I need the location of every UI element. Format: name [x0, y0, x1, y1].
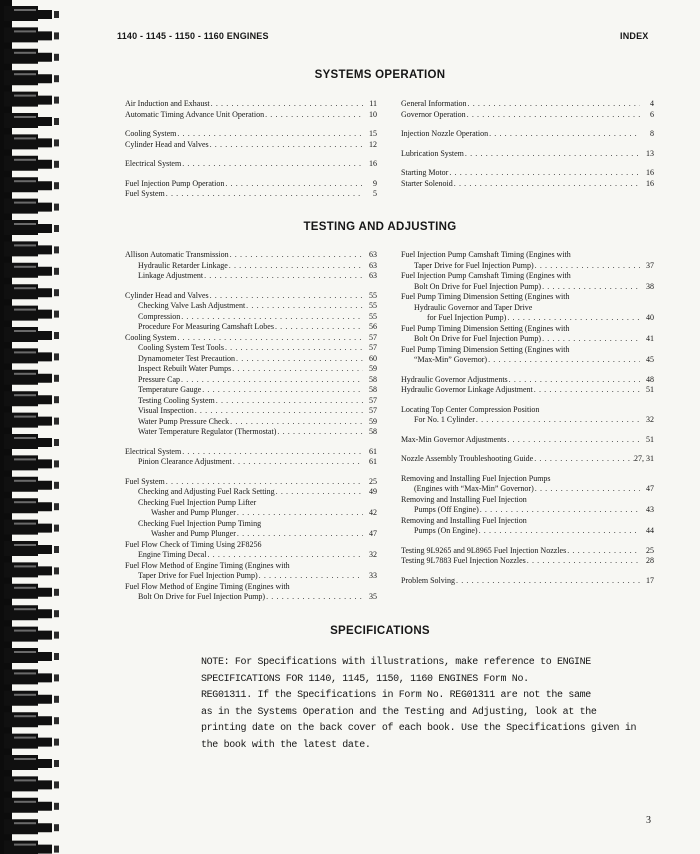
index-entry: [125, 312, 377, 323]
index-entry: [401, 292, 654, 303]
index-entry: [125, 571, 377, 582]
index-entry: [125, 406, 377, 417]
index-entry: [125, 487, 377, 498]
index-entry-title: Fuel Flow Method of Engine Timing (Engines with: [125, 581, 290, 591]
index-entry-page: 10: [369, 109, 377, 119]
index-entry: [125, 427, 377, 438]
index-entry-page: 47: [646, 484, 654, 493]
index-entry-page: 4: [650, 99, 654, 108]
index-entry-page: 25: [369, 476, 377, 486]
index-entry-page: 5: [373, 189, 377, 198]
dot-leader: [534, 261, 640, 272]
index-entry-page: 27, 31: [634, 454, 654, 463]
index-entry-page: 58: [369, 427, 377, 436]
dot-leader: [453, 179, 640, 190]
index-entry: [401, 505, 654, 516]
dot-leader: [541, 334, 640, 345]
index-entry: [125, 592, 377, 603]
dot-leader: [478, 526, 640, 537]
dot-leader: [533, 454, 634, 465]
index-entry-title: Locating Top Center Compression Position: [401, 404, 540, 414]
dot-leader: [203, 271, 363, 282]
index-entry: [401, 303, 654, 314]
index-entry: [125, 179, 377, 190]
index-entry: [125, 364, 377, 375]
index-entry-page: 55: [369, 290, 377, 300]
note-line: NOTE: For Specifications with illustrations, make reference to ENGINE: [201, 657, 591, 668]
index-entry: [125, 375, 377, 386]
index-entry-page: 28: [646, 556, 654, 565]
dot-leader: [229, 417, 363, 428]
index-entry: [125, 261, 377, 272]
index-entry-page: 13: [646, 148, 654, 158]
dot-leader: [236, 508, 363, 519]
index-entry-title: Checking Fuel Injection Pump Lifter: [138, 497, 257, 507]
index-entry-page: 32: [369, 550, 377, 559]
index-entry: [125, 99, 377, 110]
systems-operation-left-column: [125, 99, 377, 200]
index-entry-title: “Max-Min” Governor): [414, 355, 488, 364]
index-entry-title: Cooling System: [125, 129, 177, 138]
dot-leader: [236, 529, 363, 540]
index-entry-page: 56: [369, 322, 377, 331]
index-entry-page: 40: [646, 313, 654, 322]
index-entry: [125, 529, 377, 540]
dot-leader: [506, 313, 640, 324]
index-spacer: [401, 159, 654, 168]
index-entry-title: Fuel System: [125, 476, 165, 486]
index-entry-title: Fuel Pump Timing Dimension Setting (Engines with: [401, 323, 570, 333]
dot-leader: [506, 435, 640, 446]
dot-leader: [475, 415, 640, 426]
index-entry-title: Engine Timing Decal: [138, 550, 207, 559]
index-entry-title: Washer and Pump Plunger: [151, 529, 236, 538]
index-entry: [401, 345, 654, 356]
index-entry-page: 63: [369, 260, 377, 270]
dot-leader: [176, 129, 363, 140]
index-entry-page: 55: [369, 311, 377, 321]
index-entry: [125, 508, 377, 519]
testing-adjusting-title: TESTING AND ADJUSTING: [303, 221, 457, 233]
dot-leader: [487, 355, 640, 366]
index-entry-page: 59: [369, 416, 377, 426]
index-entry: [125, 540, 377, 551]
dot-leader: [448, 168, 640, 179]
index-entry: [401, 110, 654, 121]
index-entry: [401, 576, 654, 587]
index-entry: [125, 582, 377, 593]
index-entry-title: Inspect Rebuilt Water Pumps: [138, 364, 232, 373]
index-entry: [125, 301, 377, 312]
index-entry-title: Injection Nozzle Operation: [401, 129, 489, 138]
note-line: printing date on the back cover of each book. Use the Specifications given in: [201, 723, 637, 734]
index-entry: [401, 484, 654, 495]
index-entry-title: Governor Operation: [401, 109, 466, 119]
dot-leader: [229, 250, 363, 261]
index-entry-title: for Fuel Injection Pump): [427, 313, 507, 322]
index-entry: [125, 333, 377, 344]
index-entry: [401, 454, 654, 465]
index-entry-title: Fuel Injection Pump Camshaft Timing (Engines with: [401, 250, 571, 259]
index-entry-page: 55: [369, 301, 377, 310]
dot-leader: [479, 505, 640, 516]
dot-leader: [232, 457, 363, 468]
index-spacer: [125, 282, 377, 291]
index-entry-page: 51: [646, 434, 654, 444]
index-entry: [125, 477, 377, 488]
index-entry: [125, 322, 377, 333]
dot-leader: [275, 487, 363, 498]
index-entry: [125, 354, 377, 365]
index-entry-title: Cooling System: [125, 332, 177, 342]
index-entry-page: 8: [650, 129, 654, 138]
index-entry: [401, 375, 654, 386]
index-spacer: [401, 426, 654, 435]
index-spacer: [125, 120, 377, 129]
index-entry-title: Pumps (Off Engine): [414, 505, 479, 514]
index-entry: [401, 129, 654, 140]
index-entry-title: Checking Valve Lash Adjustment: [138, 301, 246, 310]
dot-leader: [209, 291, 363, 302]
index-entry: [125, 519, 377, 530]
index-entry: [401, 99, 654, 110]
dot-leader: [534, 484, 640, 495]
index-entry-title: Problem Solving: [401, 575, 456, 585]
testing-adjusting-right-column: [401, 250, 654, 586]
index-entry-title: Fuel Injection Pump Operation: [125, 178, 225, 188]
index-entry-page: 42: [369, 508, 377, 517]
index-entry-title: Fuel System: [125, 189, 165, 198]
index-entry-page: 48: [646, 374, 654, 384]
dot-leader: [231, 364, 363, 375]
index-entry: [401, 261, 654, 272]
dot-leader: [464, 149, 640, 160]
index-entry: [125, 498, 377, 509]
index-spacer: [125, 170, 377, 179]
index-entry-title: Hydraulic Governor Adjustments: [401, 374, 508, 384]
index-entry-page: 11: [369, 99, 377, 108]
index-entry: [401, 474, 654, 485]
dot-leader: [541, 282, 640, 293]
index-entry-title: Starting Motor: [401, 168, 449, 177]
index-entry-page: 58: [369, 385, 377, 394]
index-entry: [401, 495, 654, 506]
index-entry: [125, 385, 377, 396]
index-entry-page: 61: [369, 457, 377, 466]
index-entry-page: 63: [369, 250, 377, 259]
index-entry-page: 9: [373, 178, 377, 188]
index-entry-page: 38: [646, 281, 654, 291]
spiral-binding: [0, 0, 62, 854]
index-entry-page: 47: [369, 529, 377, 538]
index-entry: [125, 110, 377, 121]
index-entry: [125, 457, 377, 468]
index-entry-title: (Engines with “Max-Min” Governor): [414, 484, 534, 493]
index-entry-title: Removing and Installing Fuel Injection: [401, 515, 527, 525]
index-entry-title: Bolt On Drive for Fuel Injection Pump): [138, 592, 266, 601]
index-entry-page: 32: [646, 415, 654, 424]
index-entry-page: 25: [646, 545, 654, 555]
index-entry-title: Cylinder Head and Valves: [125, 290, 209, 300]
index-spacer: [401, 120, 654, 129]
page-number: 3: [646, 815, 651, 826]
index-entry-page: 12: [369, 139, 377, 149]
index-entry-title: Removing and Installing Fuel Injection: [401, 494, 527, 504]
index-entry: [401, 435, 654, 446]
dot-leader: [265, 592, 363, 603]
index-entry: [401, 546, 654, 557]
dot-leader: [181, 447, 363, 458]
index-entry-title: Compression: [138, 311, 181, 321]
index-entry: [125, 343, 377, 354]
document-header-title: 1140 - 1145 - 1150 - 1160 ENGINES: [117, 31, 269, 41]
index-entry-title: Fuel Flow Method of Engine Timing (Engines with: [125, 560, 290, 570]
index-entry: [401, 149, 654, 160]
index-spacer: [125, 438, 377, 447]
index-entry-page: 44: [646, 526, 654, 535]
note-line: as in the Systems Operation and the Testing and Adjusting, look at the: [201, 706, 597, 718]
dot-leader: [466, 110, 640, 121]
index-entry-title: Allison Automatic Transmission: [125, 250, 229, 259]
index-entry: [401, 168, 654, 179]
index-entry: [125, 447, 377, 458]
dot-leader: [201, 385, 363, 396]
index-entry: [125, 550, 377, 561]
dot-leader: [165, 189, 363, 200]
dot-leader: [488, 129, 640, 140]
index-entry-page: 57: [369, 343, 377, 352]
index-entry-title: Temperature Gauge: [138, 385, 202, 394]
dot-leader: [467, 99, 640, 110]
dot-leader: [508, 375, 640, 386]
index-entry-page: 37: [646, 260, 654, 270]
dot-leader: [228, 261, 363, 272]
index-entry-page: 60: [369, 353, 377, 363]
index-entry-title: Hydraulic Retarder Linkage: [138, 260, 228, 270]
dot-leader: [180, 375, 363, 386]
index-entry-title: Taper Drive for Fuel Injection Pump): [138, 571, 258, 580]
index-entry-page: 33: [369, 571, 377, 580]
index-entry-title: Checking Fuel Injection Pump Timing: [138, 518, 262, 528]
dot-leader: [210, 99, 363, 110]
index-entry-title: Electrical System: [125, 159, 182, 168]
index-entry: [401, 385, 654, 396]
index-entry-page: 49: [369, 487, 377, 496]
index-spacer: [401, 537, 654, 546]
index-entry-title: Bolt On Drive for Fuel Injection Pump): [414, 334, 542, 343]
index-spacer: [401, 396, 654, 405]
index-entry-title: Nozzle Assembly Troubleshooting Guide: [401, 454, 534, 463]
index-entry: [401, 250, 654, 261]
index-entry: [125, 250, 377, 261]
index-entry-title: Removing and Installing Fuel Injection Pumps: [401, 473, 551, 483]
systems-operation-title: SYSTEMS OPERATION: [314, 69, 446, 81]
index-entry-title: Hydraulic Governor Linkage Adjustment: [401, 385, 533, 394]
index-spacer: [401, 445, 654, 454]
index-entry: [401, 556, 654, 567]
index-entry-title: Max-Min Governor Adjustments: [401, 434, 507, 444]
index-entry-page: 57: [369, 395, 377, 405]
index-entry: [401, 334, 654, 345]
index-entry-page: 57: [369, 406, 377, 415]
index-entry: [125, 140, 377, 151]
index-entry-title: Cylinder Head and Valves: [125, 139, 209, 149]
index-entry-page: 45: [646, 355, 654, 364]
index-entry-title: Fuel Injection Pump Camshaft Timing (Engines with: [401, 271, 571, 280]
index-spacer: [401, 140, 654, 149]
index-entry-title: Fuel Pump Timing Dimension Setting (Engines with: [401, 344, 570, 354]
index-spacer: [401, 465, 654, 474]
specifications-title: SPECIFICATIONS: [330, 625, 430, 637]
index-entry-title: Taper Drive for Fuel Injection Pump): [414, 260, 534, 270]
index-entry-page: 57: [369, 332, 377, 342]
dot-leader: [209, 140, 363, 151]
index-entry-title: Visual Inspection: [138, 406, 194, 415]
index-entry: [125, 129, 377, 140]
index-entry-title: Hydraulic Governor and Taper Drive: [414, 302, 533, 312]
index-entry-title: Pressure Cap: [138, 374, 180, 384]
dot-leader: [455, 576, 640, 587]
index-entry-page: 16: [369, 159, 377, 168]
index-entry-title: For No. 1 Cylinder: [414, 415, 475, 424]
testing-adjusting-left-column: [125, 250, 377, 603]
index-entry-title: Dynamometer Test Precaution: [138, 353, 236, 363]
index-spacer: [401, 366, 654, 375]
index-entry: [125, 396, 377, 407]
index-entry-title: Cooling System Test Tools: [138, 343, 224, 352]
index-entry: [125, 417, 377, 428]
dot-leader: [165, 477, 363, 488]
index-entry-page: 15: [369, 129, 377, 138]
index-entry: [401, 324, 654, 335]
index-entry-page: 51: [646, 385, 654, 394]
dot-leader: [224, 179, 363, 190]
index-entry-title: Starter Solenoid: [401, 178, 453, 188]
index-entry-title: Fuel Pump Timing Dimension Setting (Engines with: [401, 292, 570, 301]
dot-leader: [258, 571, 363, 582]
index-entry: [125, 159, 377, 170]
index-entry-page: 17: [646, 575, 654, 585]
index-entry: [401, 405, 654, 416]
systems-operation-right-column: [401, 99, 654, 189]
dot-leader: [245, 301, 363, 312]
index-label: INDEX: [620, 31, 649, 41]
index-entry-page: 16: [646, 178, 654, 188]
index-entry-page: 61: [369, 446, 377, 456]
index-entry-title: Water Pump Pressure Check: [138, 416, 230, 426]
index-entry-page: 63: [369, 271, 377, 280]
index-spacer: [125, 150, 377, 159]
dot-leader: [235, 354, 363, 365]
dot-leader: [274, 322, 363, 333]
specifications-note: [201, 655, 637, 754]
index-entry: [401, 271, 654, 282]
dot-leader: [176, 333, 363, 344]
index-entry: [401, 415, 654, 426]
index-entry: [401, 516, 654, 527]
dot-leader: [215, 396, 363, 407]
index-entry-title: Lubrication System: [401, 148, 464, 158]
index-spacer: [401, 567, 654, 576]
index-entry: [125, 189, 377, 200]
index-entry-title: Electrical System: [125, 446, 182, 456]
index-entry-title: Fuel Flow Check of Timing Using 2F8256: [125, 539, 262, 549]
dot-leader: [276, 427, 363, 438]
index-entry-title: Testing 9L9265 and 9L8965 Fuel Injection Nozzles: [401, 545, 567, 555]
index-entry-title: Testing 9L7883 Fuel Injection Nozzles: [401, 556, 526, 565]
index-entry: [125, 291, 377, 302]
index-entry-page: 35: [369, 592, 377, 601]
index-entry-title: Pinion Clearance Adjustment: [138, 457, 232, 466]
index-entry-page: 43: [646, 505, 654, 514]
index-entry-title: Washer and Pump Plunger: [151, 508, 236, 517]
dot-leader: [181, 159, 363, 170]
dot-leader: [566, 546, 640, 557]
index-entry: [401, 355, 654, 366]
index-spacer: [125, 468, 377, 477]
index-entry-title: Pumps (On Engine): [414, 526, 478, 535]
index-entry-title: General Information: [401, 99, 467, 108]
note-line: REG01311. If the Specifications in Form No. REG01311 are not the same: [201, 690, 591, 701]
index-entry-title: Checking and Adjusting Fuel Rack Setting: [138, 487, 275, 496]
dot-leader: [526, 556, 640, 567]
index-entry-page: 58: [369, 374, 377, 384]
index-entry-page: 59: [369, 364, 377, 373]
index-entry-page: 41: [646, 334, 654, 343]
index-entry-title: Testing Cooling System: [138, 395, 215, 405]
index-entry-title: Linkage Adjustment: [138, 271, 204, 280]
index-entry-page: 6: [650, 109, 654, 119]
dot-leader: [180, 312, 363, 323]
dot-leader: [194, 406, 363, 417]
dot-leader: [533, 385, 640, 396]
index-entry-title: Bolt On Drive for Fuel Injection Pump): [414, 281, 542, 291]
index-entry-title: Water Temperature Regulator (Thermostat): [138, 427, 277, 436]
index-entry: [125, 271, 377, 282]
index-entry: [401, 526, 654, 537]
index-entry-title: Procedure For Measuring Camshaft Lobes: [138, 322, 274, 331]
index-entry: [401, 313, 654, 324]
dot-leader: [264, 110, 363, 121]
index-entry-title: Air Induction and Exhaust: [125, 99, 210, 108]
dot-leader: [224, 343, 363, 354]
index-entry-title: Automatic Timing Advance Unit Operation: [125, 109, 265, 119]
index-entry-page: 16: [646, 168, 654, 177]
note-line: SPECIFICATIONS FOR 1140, 1145, 1150, 1160 ENGINES Form No.: [201, 673, 529, 685]
dot-leader: [206, 550, 363, 561]
index-entry: [401, 179, 654, 190]
index-entry: [401, 282, 654, 293]
note-line: the book with the latest date.: [201, 739, 371, 751]
index-entry: [125, 561, 377, 572]
